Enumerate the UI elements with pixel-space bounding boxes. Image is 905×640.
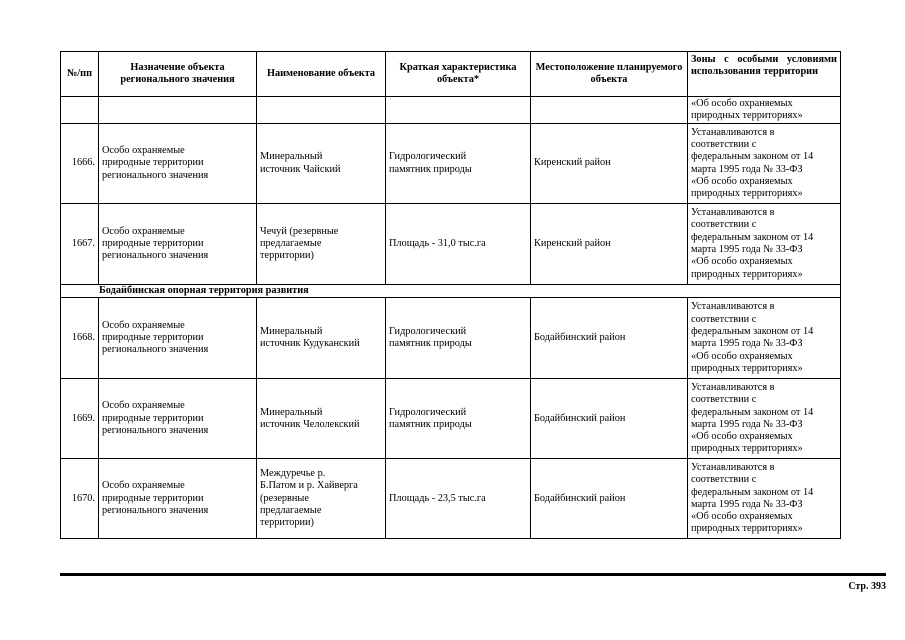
section-header-row xyxy=(61,285,841,298)
cell-purpose-line: регионального значения xyxy=(102,250,209,262)
cell-description xyxy=(386,379,531,459)
zones-line: соответствии с xyxy=(691,138,757,150)
zones-line: природных территориях» xyxy=(691,443,803,455)
cell-purpose xyxy=(99,97,257,124)
zones-line: марта 1995 года № 33-ФЗ xyxy=(691,498,803,510)
cell-zones xyxy=(688,97,841,124)
zones-line: «Об особо охраняемых xyxy=(691,175,793,187)
objects-table xyxy=(60,51,841,539)
zones-line: «Об особо охраняемых xyxy=(691,511,793,523)
table-row xyxy=(61,204,841,285)
cell-name-line: источник Кудуканский xyxy=(260,338,360,350)
zones-line: федеральным законом от 14 xyxy=(691,231,814,243)
cell-description xyxy=(386,204,531,285)
cell-purpose-line: природные территории xyxy=(102,157,204,169)
cell-purpose-line: Особо охраняемые xyxy=(102,480,185,492)
zones-line: Устанавливаются в xyxy=(691,126,775,138)
cell-name-line: территории) xyxy=(260,517,314,529)
zones-line: марта 1995 года № 33-ФЗ xyxy=(691,418,803,430)
zones-line: соответствии с xyxy=(691,313,757,325)
cell-num: 1667. xyxy=(61,204,99,285)
zones-line: федеральным законом от 14 xyxy=(691,486,814,498)
cell-description-line: Гидрологический xyxy=(389,406,467,418)
zones-line: природных территориях» xyxy=(691,362,803,374)
cell-name xyxy=(257,97,386,124)
zones-line: Устанавливаются в xyxy=(691,207,775,219)
zones-line: марта 1995 года № 33-ФЗ xyxy=(691,244,803,255)
cell-purpose-line: природные территории xyxy=(102,237,204,249)
cell-purpose-line: регионального значения xyxy=(102,169,209,181)
header-name: Наименование объекта xyxy=(257,52,386,97)
cell-name-line: источник Челолекский xyxy=(260,418,360,430)
cell-description-line: Гидрологический xyxy=(389,326,467,337)
header-purpose: Назначение объекта регионального значения xyxy=(99,52,257,97)
cell-name-line: Минеральный xyxy=(260,326,323,337)
cell-purpose-line: Особо охраняемые xyxy=(102,400,185,412)
zones-line: соответствии с xyxy=(691,394,757,406)
cell-num xyxy=(61,97,99,124)
zones-line: федеральным законом от 14 xyxy=(691,406,814,418)
cell-location: Бодайбинский район xyxy=(531,459,688,539)
cell-name xyxy=(257,124,386,204)
cell-name xyxy=(257,379,386,459)
continuation-row xyxy=(61,97,841,124)
cell-zones xyxy=(688,298,841,379)
cell-name-line: предлагаемые xyxy=(260,237,322,249)
cell-name xyxy=(257,298,386,379)
zones-line: природных территориях» xyxy=(691,523,803,535)
cell-purpose-line: регионального значения xyxy=(102,424,209,436)
zones-line: соответствии с xyxy=(691,474,757,486)
zones-line: природных территориях» xyxy=(691,188,803,200)
cell-location xyxy=(531,97,688,124)
cell-description xyxy=(386,124,531,204)
table-row xyxy=(61,124,841,204)
cell-description xyxy=(386,97,531,124)
zones-line: соответствии с xyxy=(691,219,757,231)
cell-name-line: Чечуй (резервные xyxy=(260,225,339,237)
cell-purpose xyxy=(99,379,257,459)
zones-line: «Об особо охраняемых xyxy=(691,431,793,443)
cell-location: Бодайбинский район xyxy=(531,298,688,379)
zones-line: Устанавливаются в xyxy=(691,461,775,473)
cell-description-line: Площадь - 23,5 тыс.га xyxy=(389,492,486,504)
cell-num: 1666. xyxy=(61,124,99,204)
cell-name-line: территории) xyxy=(260,250,314,262)
cell-purpose-line: Особо охраняемые xyxy=(102,319,185,331)
cell-zones xyxy=(688,459,841,539)
cell-num: 1668. xyxy=(61,298,99,379)
zones-line: марта 1995 года № 33-ФЗ xyxy=(691,163,803,175)
cell-name-line: предлагаемые xyxy=(260,504,322,516)
cell-name-line: (резервные xyxy=(260,492,309,504)
cell-purpose-line: Особо охраняемые xyxy=(102,145,185,157)
cell-name-line: Минеральный xyxy=(260,406,323,418)
cell-purpose-line: природные территории xyxy=(102,492,204,504)
table-row xyxy=(61,459,841,539)
cell-description xyxy=(386,459,531,539)
zones-line: Устанавливаются в xyxy=(691,301,775,313)
header-description: Краткая характеристика объекта* xyxy=(386,52,531,97)
cell-name xyxy=(257,459,386,539)
cell-name xyxy=(257,204,386,285)
cell-location: Бодайбинский район xyxy=(531,379,688,459)
cell-purpose xyxy=(99,124,257,204)
cell-zones xyxy=(688,124,841,204)
cell-purpose-line: регионального значения xyxy=(102,504,209,516)
cell-num: 1670. xyxy=(61,459,99,539)
header-num: №/пп xyxy=(61,52,99,97)
header-zones: Зоны с особыми условиями использования территории xyxy=(688,52,841,97)
zones-line: «Об особо охраняемых xyxy=(691,97,793,109)
zones-line: природных территориях» xyxy=(691,268,803,280)
table-header-row xyxy=(61,52,841,97)
cell-description xyxy=(386,298,531,379)
cell-zones xyxy=(688,204,841,285)
cell-location: Киренский район xyxy=(531,204,688,285)
cell-purpose xyxy=(99,204,257,285)
footer-divider xyxy=(60,573,886,576)
cell-name-line: Б.Патом и р. Хайверга xyxy=(260,480,358,492)
cell-purpose xyxy=(99,459,257,539)
cell-purpose-line: природные территории xyxy=(102,412,204,424)
cell-zones xyxy=(688,379,841,459)
cell-name-line: источник Чайский xyxy=(260,163,341,175)
cell-description-line: памятник природы xyxy=(389,418,472,430)
zones-line: марта 1995 года № 33-ФЗ xyxy=(691,338,803,350)
cell-purpose-line: Особо охраняемые xyxy=(102,225,185,237)
header-location: Местоположение планируемого объекта xyxy=(531,52,688,97)
cell-description-line: Гидрологический xyxy=(389,151,467,163)
table-row xyxy=(61,379,841,459)
zones-line: природных территориях» xyxy=(691,110,803,121)
section-title: Бодайбинская опорная территория развития xyxy=(61,285,841,298)
cell-location: Киренский район xyxy=(531,124,688,204)
cell-name-line: Минеральный xyxy=(260,151,323,163)
cell-purpose-line: регионального значения xyxy=(102,344,209,356)
zones-line: федеральным законом от 14 xyxy=(691,326,814,337)
zones-line: федеральным законом от 14 xyxy=(691,151,814,163)
zones-line: Устанавливаются в xyxy=(691,381,775,393)
zones-line: «Об особо охраняемых xyxy=(691,256,793,268)
cell-purpose-line: природные территории xyxy=(102,332,204,344)
cell-purpose xyxy=(99,298,257,379)
zones-line: «Об особо охраняемых xyxy=(691,350,793,362)
page-number: Стр. 393 xyxy=(848,581,886,592)
cell-num: 1669. xyxy=(61,379,99,459)
table-row xyxy=(61,298,841,379)
cell-description-line: памятник природы xyxy=(389,163,472,175)
cell-name-line: Междуречье р. xyxy=(260,468,326,480)
cell-description-line: памятник природы xyxy=(389,338,472,350)
cell-description-line: Площадь - 31,0 тыс.га xyxy=(389,237,486,249)
